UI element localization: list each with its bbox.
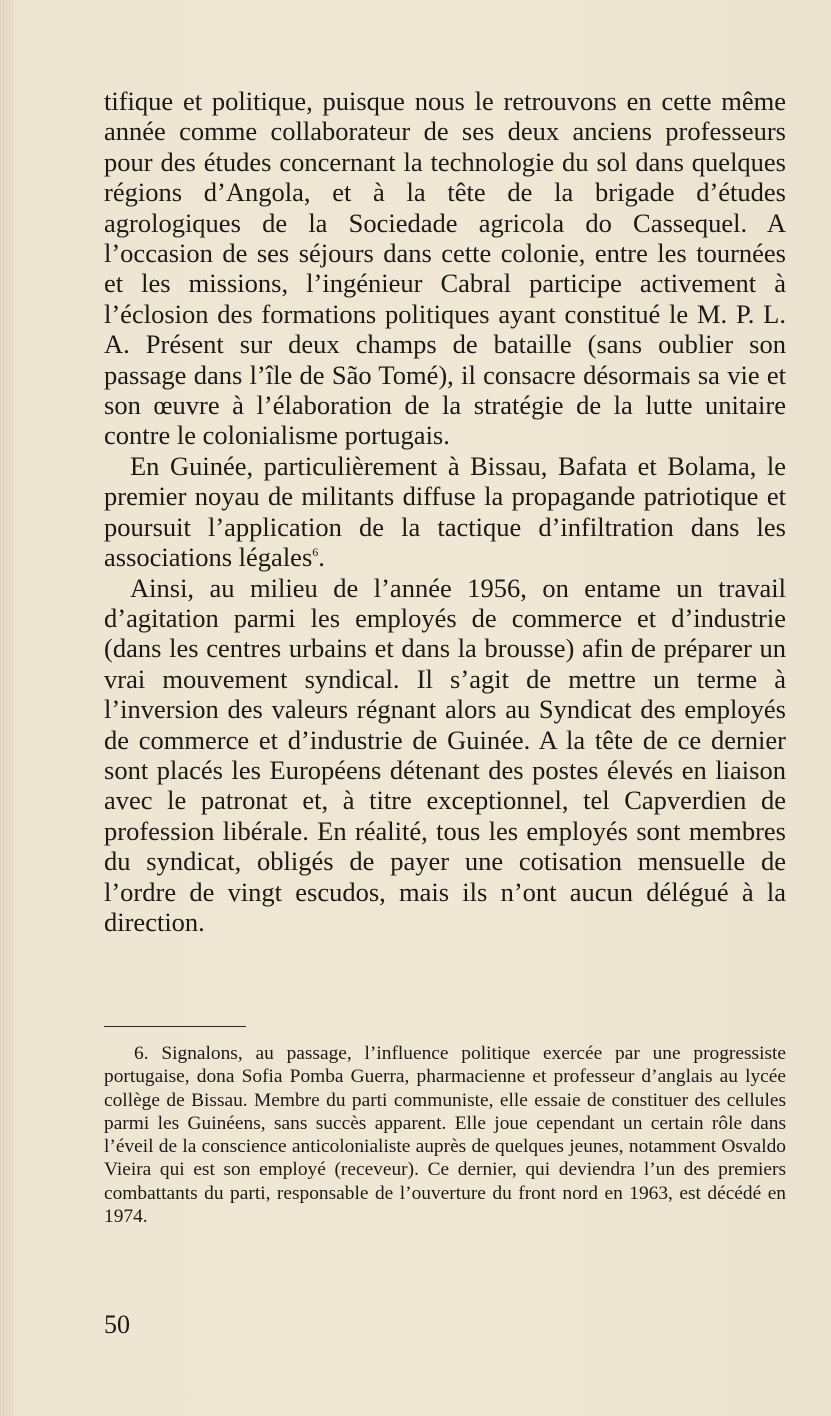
footnote-separator — [104, 1026, 246, 1027]
paragraph-2-text: En Guinée, particulièrement à Bissau, Bafata et Bolama, le premier noyau de militants diffuse la propagande patriotique et poursuit l’application de la tactique d’infiltration dans les associations légales — [104, 450, 786, 573]
footnote-text: 6. Signalons, au passage, l’influence politique exercée par une progressiste portugaise, dona Sofia Pomba Guerra, pharmacienne et professeur d’anglais au lycée collège de Bissau. Membre du parti communiste, elle essaie de constituer des cellules parmi les Guinéens, sans succès apparent. Elle joue cependant un certain rôle dans l’éveil de la conscience anticolonialiste auprès de quelques jeunes, notamment Osvaldo Vieira qui est son employé (receveur). Ce dernier, qui deviendra l’un des premiers combattants du parti, responsable de l’ouverture du front nord en 1963, est décédé en 1974. — [104, 1043, 786, 1228]
body-text — [104, 86, 786, 937]
footnote-ref: 6 — [312, 545, 319, 560]
footnote — [104, 1042, 786, 1228]
paragraph-1: tifique et politique, puisque nous le retrouvons en cette même année comme collaborateur de ses deux anciens professeurs pour des études concernant la technologie du sol dans quelques régions d’Angola, et à la tête de la brigade d’études agrologiques de la Sociedade agricola do Cassequel. A l’occasion de ses séjours dans cette colonie, entre les tournées et les missions, l’ingénieur Cabral participe activement à l’éclosion des formations politiques ayant constitué le M. P. L. A. Présent sur deux champs de bataille (sans oublier son passage dans l’île de São Tomé), il consacre désormais sa vie et son œuvre à l’élaboration de la stratégie de la lutte unitaire contre le colonialisme portugais. — [104, 86, 786, 451]
paragraph-3: Ainsi, au milieu de l’année 1956, on entame un travail d’agitation parmi les employés de commerce et d’industrie (dans les centres urbains et dans la brousse) afin de préparer un vrai mouvement syndical. Il s’agit de mettre un terme à l’inversion des valeurs régnant alors au Syndicat des employés de commerce et d’industrie de Guinée. A la tête de ce dernier sont placés les Européens détenant des postes élevés en liaison avec le patronat et, à titre exceptionnel, tel Capverdien de profession libérale. En réalité, tous les employés sont membres du syndicat, obligés de payer une cotisation mensuelle de l’ordre de vingt escudos, mais ils n’ont aucun délégué à la direction. — [104, 572, 786, 937]
page-edge — [0, 0, 14, 1416]
paragraph-2-end: . — [318, 542, 325, 573]
paragraph-2 — [104, 451, 786, 573]
page-number: 50 — [104, 1310, 130, 1339]
